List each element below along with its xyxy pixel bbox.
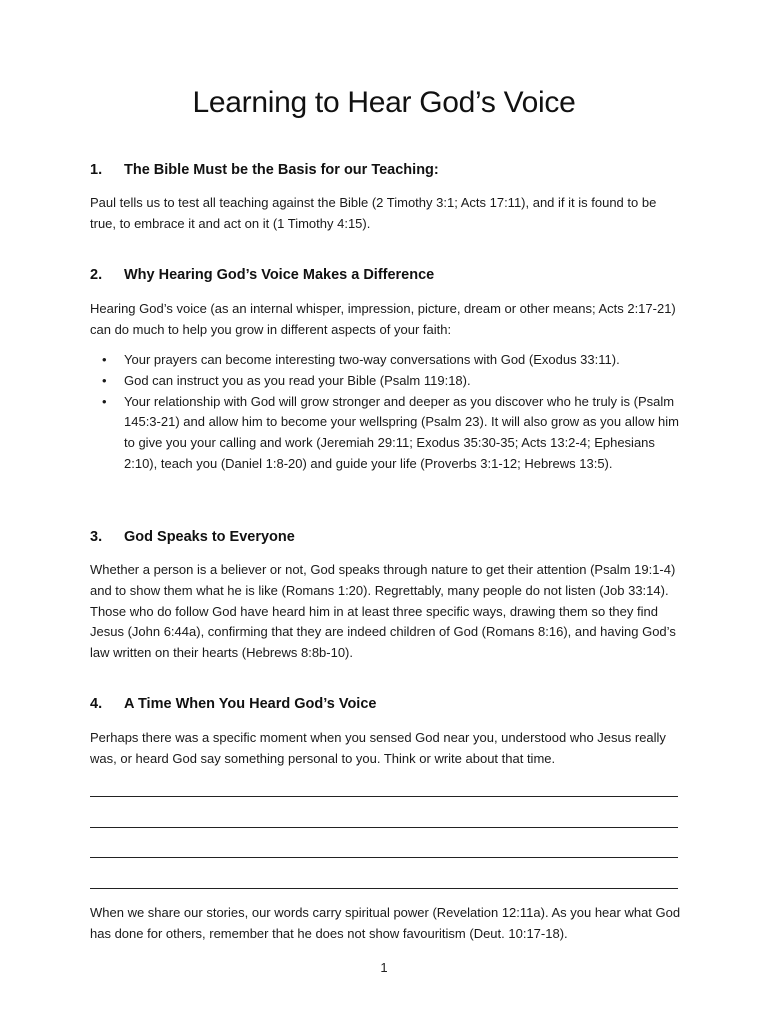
writing-line[interactable] (90, 857, 678, 858)
section-2-bullet-list (90, 350, 682, 475)
section-1-heading (90, 162, 439, 178)
bullet-item (90, 392, 682, 475)
section-2-paragraph: Hearing God’s voice (as an internal whisper, impression, picture, dream or other means; Acts 2:17-21) can do much to help you grow in different aspects of your faith: (90, 301, 676, 337)
bullet-item (90, 350, 682, 371)
page-title: Learning to Hear God’s Voice (192, 86, 576, 119)
section-4-title: A Time When You Heard God’s Voice (124, 696, 377, 712)
section-3-number: 3. (90, 529, 103, 545)
bullet-text: Your prayers can become interesting two-way conversations with God (Exodus 33:11). (124, 352, 620, 367)
section-4-heading (90, 696, 376, 712)
section-1-number: 1. (90, 162, 103, 178)
section-2-heading (90, 267, 434, 283)
bullet-item (90, 371, 682, 392)
page-number: 1 (380, 960, 388, 975)
writing-line[interactable] (90, 827, 678, 828)
section-1-title: The Bible Must be the Basis for our Teaching: (124, 162, 439, 178)
section-2-number: 2. (90, 267, 103, 283)
section-4-number: 4. (90, 696, 103, 712)
section-3-paragraph: Whether a person is a believer or not, God speaks through nature to get their attention (Psalm 19:1-4) and to show them what he is like (Romans 1:20). Regrettably, many people do not listen (Job 33:14). Those who do follow God have heard him in at least three specific ways, drawing them so they find Jesus (John 6:44a), confirming that they are indeed children of God (Romans 8:16), and having God’s law written on their hearts (Hebrews 8:8b-10). (90, 562, 676, 661)
section-4-paragraph: Perhaps there was a specific moment when you sensed God near you, understood who Jesus really was, or heard God say something personal to you. Think or write about that time. (90, 730, 666, 766)
section-4-closing-paragraph: When we share our stories, our words carry spiritual power (Revelation 12:11a). As you hear what God has done for others, remember that he does not show favouritism (Deut. 10:17-18). (90, 905, 681, 941)
writing-line[interactable] (90, 888, 678, 889)
bullet-icon: • (102, 393, 107, 409)
section-3-title: God Speaks to Everyone (124, 529, 295, 545)
bullet-icon: • (102, 352, 107, 367)
bullet-icon: • (102, 372, 107, 388)
writing-line[interactable] (90, 796, 678, 797)
section-2-title: Why Hearing God’s Voice Makes a Difference (124, 267, 435, 283)
bullet-text: God can instruct you as you read your Bible (Psalm 119:18). (124, 372, 471, 388)
section-3-heading (90, 529, 295, 545)
section-1-paragraph: Paul tells us to test all teaching against the Bible (2 Timothy 3:1; Acts 17:11), and if it is found to be true, to embrace it and act on it (1 Timothy 4:15). (90, 195, 657, 231)
bullet-text: Your relationship with God will grow stronger and deeper as you discover who he truly is (Psalm 145:3-21) and allow him to become your wellspring (Psalm 23). It will also grow as you allow him to give you your calling and work (Jeremiah 29:11; Exodus 35:30-35; Acts 13:2-4; Ephesians 2:10), teach you (Daniel 1:8-20) and guide your life (Proverbs 3:1-12; Hebrews 13:5). (124, 393, 679, 471)
